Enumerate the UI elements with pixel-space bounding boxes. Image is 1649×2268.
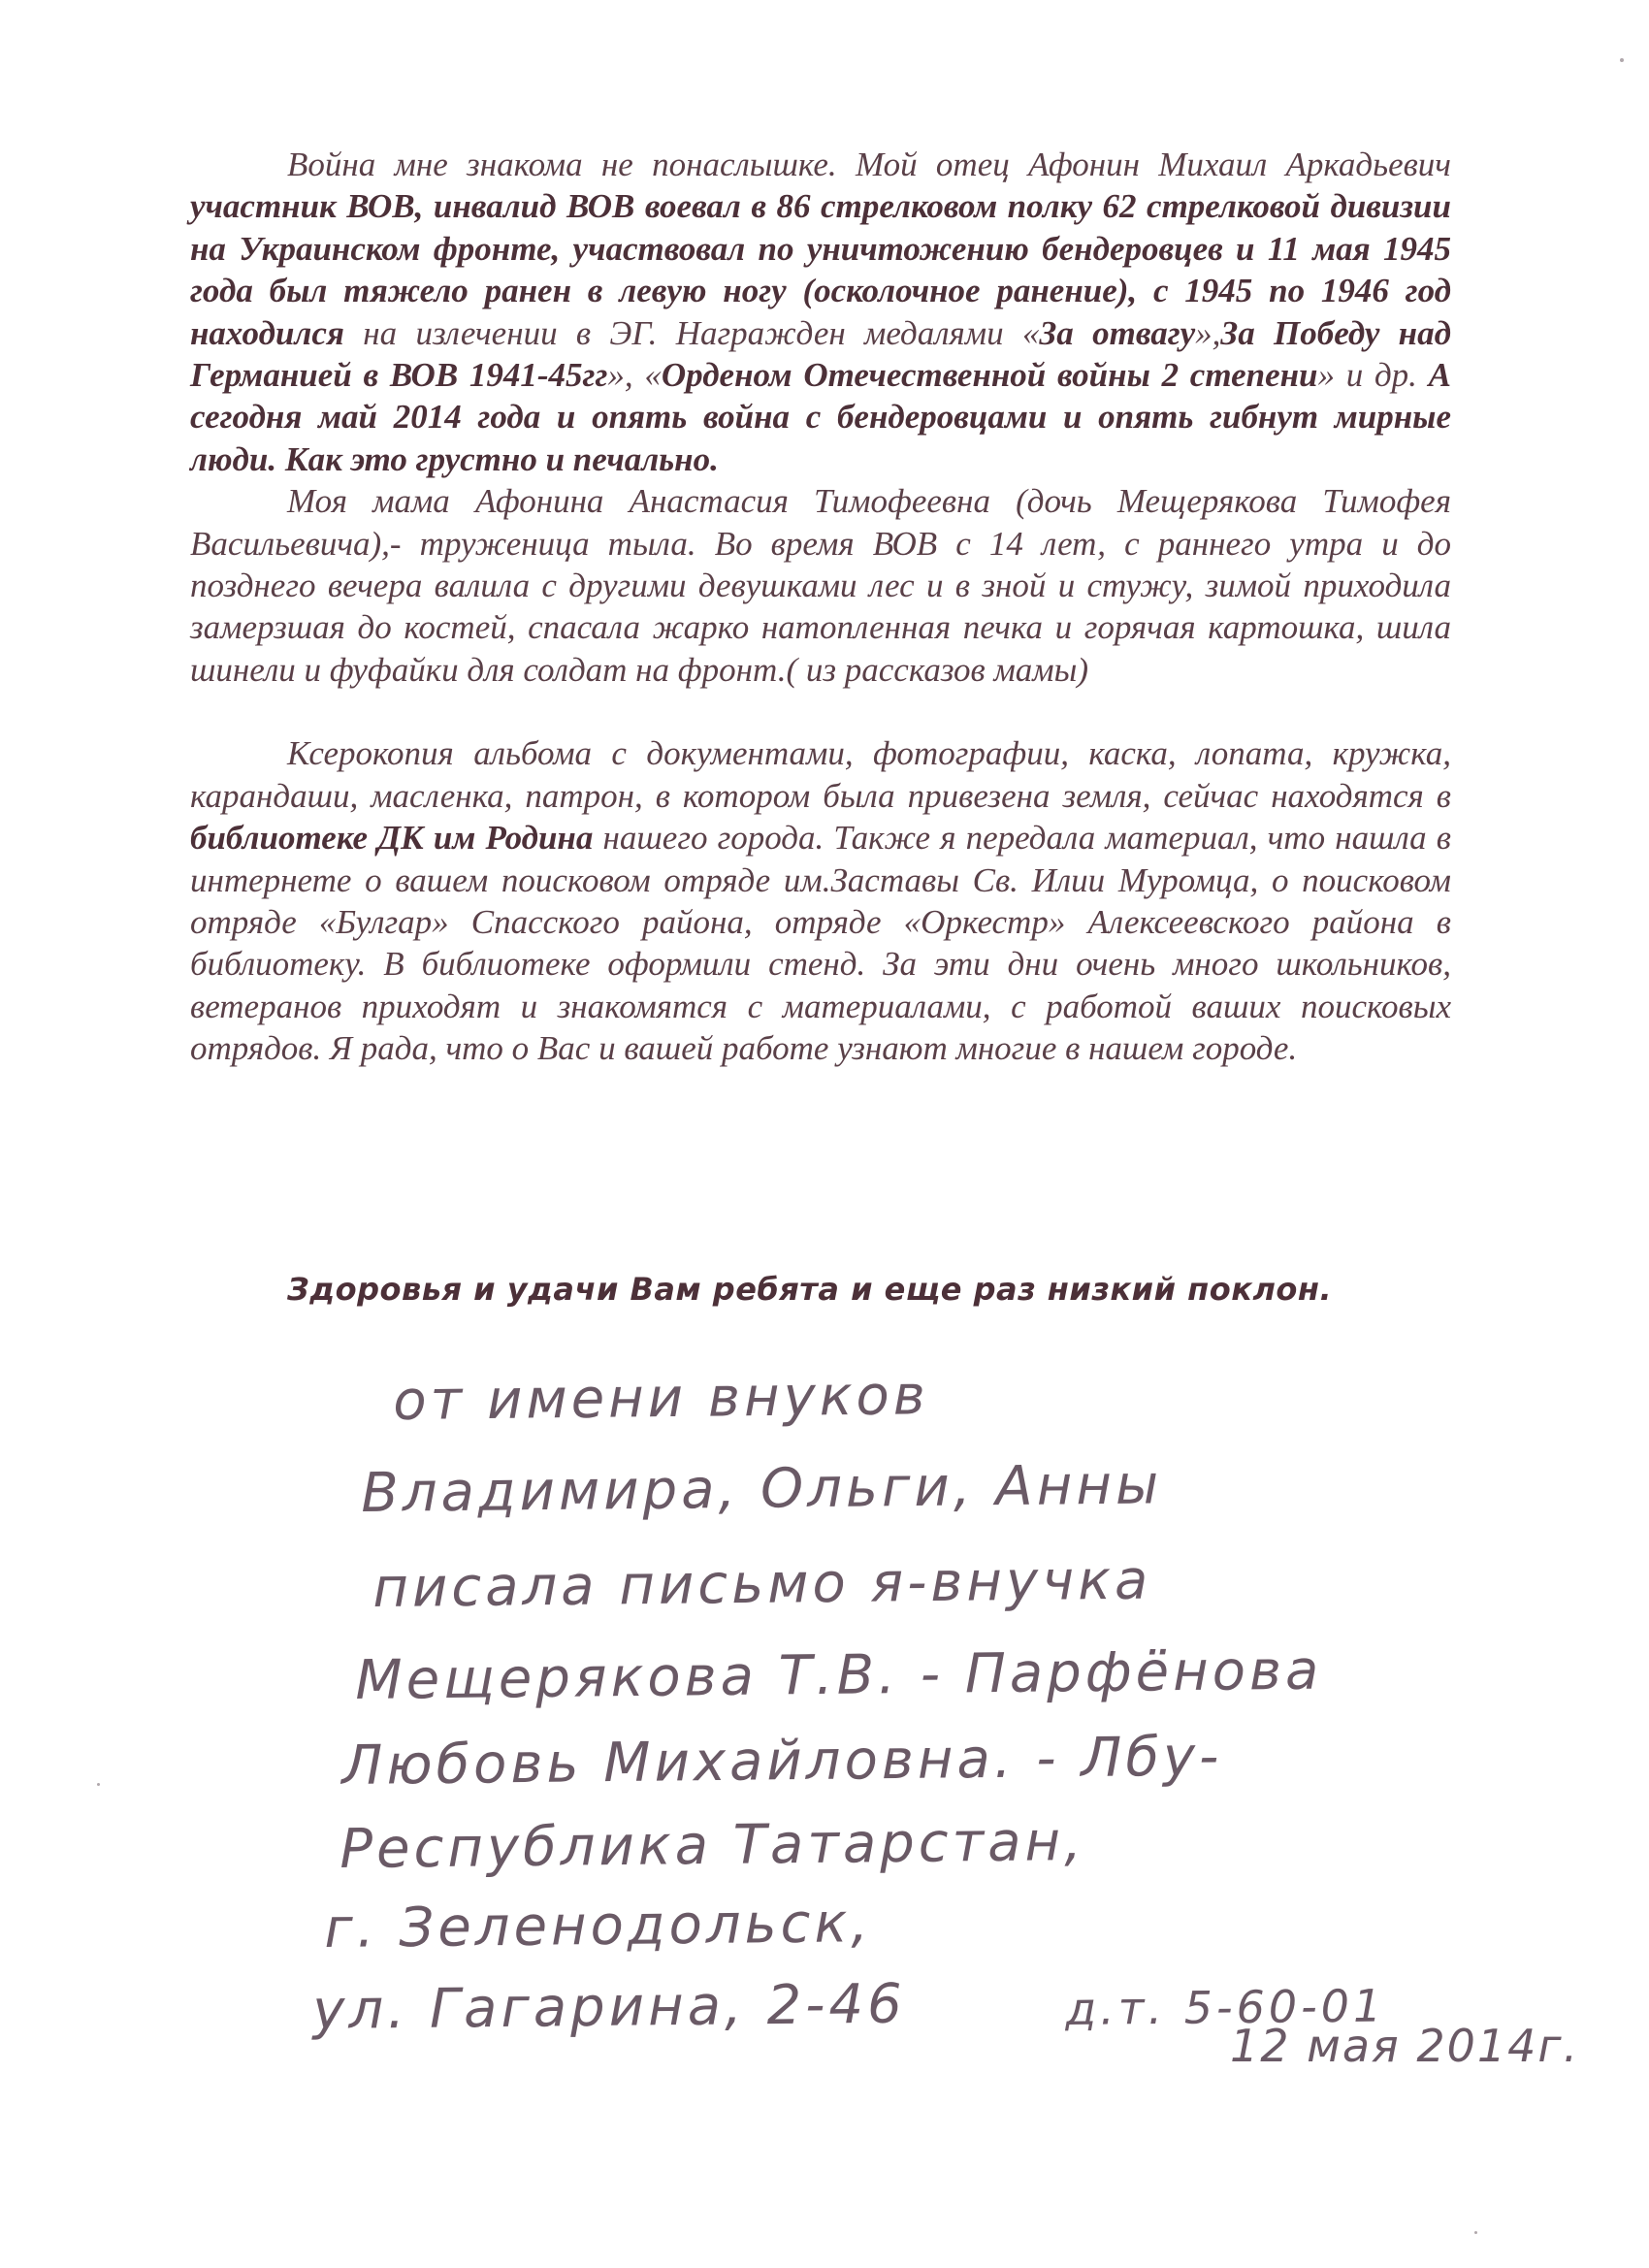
bold-span: А сегодня май 2014 года и опять война с бендеровцами и опять гибнут мирные люди. Как это грустно и печально. (190, 356, 1452, 478)
text-span: Война мне знакома не понаслышке. Мой отец Афонин Михаил Аркадьевич (287, 146, 1451, 183)
handwritten-line-6: Республика Татарстан, (340, 1809, 1086, 1881)
bold-span: За Победу над Германией в ВОВ 1941-45гг (190, 313, 1451, 395)
paragraph-library (190, 732, 1451, 1069)
text-span: Ксерокопия альбома с документами, фотографии, каска, лопата, кружка, карандаши, масленка, патрон, в котором была привезена земля, сейчас находятся в (190, 734, 1451, 815)
handwritten-line-8: ул. Гагарина, 2-46 (312, 1972, 907, 2042)
bold-span: библиотеке ДК им Родина (190, 819, 594, 858)
paragraph-mother: Моя мама Афонина Анастасия Тимофеевна (дочь Мещерякова Тимофея Васильевича),- труженица тыла. Во время ВОВ с 14 лет, с раннего утра и до позднего вечера валила с другими девушками лес и в зной и стужу, зимой приходила замерзшая до костей, спасала жарко натопленная печка и горячая картошка, шила шинели и фуфайки для солдат на фронт.( из рассказов мамы) (190, 482, 1451, 689)
handwritten-line-7: г. Зеленодольск, (324, 1892, 873, 1960)
text-span: » и др. (1317, 356, 1429, 395)
scan-speck (97, 1783, 100, 1786)
closing-line: Здоровья и удачи Вам ребята и еще раз низкий поклон. (287, 1271, 1333, 1308)
text-span: на излечении в ЭГ. Награжден медалями « (343, 313, 1040, 352)
paragraph-father (190, 144, 1451, 480)
scan-speck (1620, 58, 1624, 62)
text-span: нашего города. Также я передала материал, что нашла в интернете о вашем поисковом отряде им.Заставы Св. Илии Муромца, о поисковом отряде «Булгар» Спасского района, отряде «Оркестр» Алексеевского района в библиотеку. В библиотеке оформили стенд. За эти дни очень много школьников, ветеранов приходят и знакомятся с материалами, с работой ваших поисковых отрядов. Я рада, что о Вас и вашей работе узнают многие в нашем городе. (190, 819, 1452, 1068)
handwritten-line-4: Мещерякова Т.В. - Парфёнова (355, 1638, 1323, 1712)
text-span: », « (607, 356, 662, 395)
handwritten-line-2: Владимира, Ольги, Анны (361, 1453, 1163, 1525)
scan-speck (1474, 2231, 1477, 2234)
letter-body (190, 144, 1451, 1070)
handwritten-phone: д.т. 5-60-01 (1065, 1979, 1386, 2035)
letter-date: 12 мая 2014г. (1230, 2020, 1580, 2072)
handwritten-line-1: от имени внуков (393, 1364, 930, 1433)
handwritten-line-5: Любовь Михайловна. - Лбу- (341, 1725, 1223, 1798)
text-span: », (1195, 313, 1221, 352)
handwritten-line-3: писала письмо я-внучка (372, 1548, 1152, 1620)
bold-span: участник ВОВ, инвалид ВОВ воевал в 86 стрелковом полку 62 стрелковой дивизии на Украинском фронте, участвовал по уничтожению бендеровцев и 11 мая 1945 года был тяжело ранен в левую ногу (осколочное ранение), с 1945 по 1946 год находился (190, 187, 1451, 352)
bold-span: Орденом Отечественной войны 2 степени (661, 356, 1318, 395)
bold-span: За отвагу (1039, 313, 1196, 352)
